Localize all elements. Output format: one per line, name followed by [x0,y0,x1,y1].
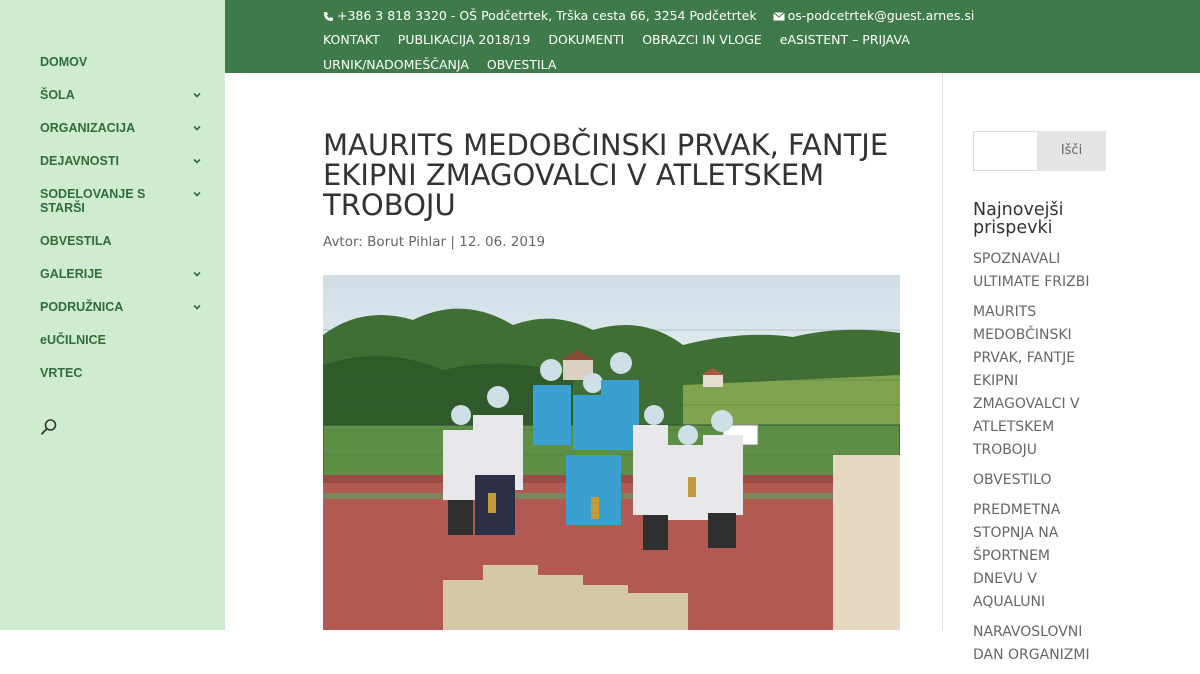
top-header [225,0,1200,73]
nav-item-label: ORGANIZACIJA [40,121,136,135]
nav-item-label: ŠOLA [40,88,75,102]
nav-item-label: DEJAVNOSTI [40,154,119,168]
nav-item-obvestila[interactable] [40,234,210,248]
chevron-down-icon[interactable] [192,302,202,312]
email-link[interactable]: os-podcetrtek@guest.arnes.si [787,8,975,23]
author-link[interactable]: Borut Pihlar [367,234,447,250]
sidebar-search [973,131,1106,171]
recent-posts-list [973,248,1103,674]
post-title: MAURITS MEDOBČINSKI PRVAK, FANTJE EKIPNI ZMAGOVALCI V ATLETSKEM TROBOJU [323,128,889,222]
nav-item-label: OBVESTILA [40,234,112,248]
chevron-down-icon[interactable] [192,189,202,199]
nav-item-dejavnosti[interactable] [40,154,210,168]
topnav-urnik-nadomescanja[interactable]: URNIK/NADOMEŠČANJA [323,57,469,72]
contact-info [323,8,974,23]
nav-item-sola[interactable] [40,88,210,102]
post-content [323,120,900,250]
nav-item-vrtec[interactable] [40,366,210,380]
nav-item-label: GALERIJE [40,267,103,281]
chevron-down-icon[interactable] [192,90,202,100]
author-prefix: Avtor: [323,234,363,250]
nav-item-galerije[interactable] [40,267,210,281]
recent-post-link[interactable]: SPOZNAVALI ULTIMATE FRIZBI [973,251,1090,290]
nav-item-label: SODELOVANJE S STARŠI [40,187,146,215]
main-nav [40,55,210,399]
search-icon[interactable] [40,418,58,436]
topnav-obvestila[interactable]: OBVESTILA [486,57,557,72]
topnav-publikacija[interactable]: PUBLIKACIJA 2018/19 [397,32,531,47]
post-image[interactable] [323,275,900,630]
post-date: 12. 06. 2019 [459,234,546,250]
post-meta [323,234,900,250]
search-button[interactable]: Išči [1037,131,1106,171]
nav-item-label: DOMOV [40,55,88,69]
topnav-dokumenti[interactable]: DOKUMENTI [548,32,625,47]
nav-item-sodelovanje-s-starsi[interactable] [40,187,210,215]
left-sidebar [0,0,225,630]
chevron-down-icon[interactable] [192,269,202,279]
phone-address: +386 3 818 3320 - OŠ Podčetrtek, Trška cesta 66, 3254 Podčetrtek [337,8,757,23]
topnav-obrazci-in-vloge[interactable]: OBRAZCI IN VLOGE [642,32,762,47]
nav-item-domov[interactable] [40,55,210,69]
topnav-easistent-prijava[interactable]: eASISTENT – PRIJAVA [779,32,910,47]
recent-post-link[interactable]: OBVESTILO [973,472,1052,488]
recent-post-link[interactable]: PREDMETNA STOPNJA NA ŠPORTNEM DNEVU V AQUALUNI [973,502,1061,610]
search-input[interactable] [973,131,1037,171]
team-photo [323,275,900,630]
nav-item-label: eUČILNICE [40,333,106,347]
nav-item-organizacija[interactable] [40,121,210,135]
nav-item-eucilnice[interactable] [40,333,210,347]
nav-item-podruznica[interactable] [40,300,210,314]
recent-post-link[interactable]: MAURITS MEDOBČINSKI PRVAK, FANTJE EKIPNI ZMAGOVALCI V ATLETSKEM TROBOJU [973,304,1080,458]
phone-icon [323,11,334,22]
chevron-down-icon[interactable] [192,156,202,166]
recent-post-link[interactable]: NARAVOSLOVNI DAN ORGANIZMI [973,624,1090,663]
topnav-kontakt[interactable]: KONTAKT [323,32,380,47]
recent-posts-title: Najnovejši prispevki [973,200,1064,238]
meta-separator: | [450,234,455,250]
content-divider [942,73,943,630]
nav-item-label: VRTEC [40,366,83,380]
mail-icon [773,12,785,21]
secondary-nav [323,29,1083,79]
chevron-down-icon[interactable] [192,123,202,133]
nav-item-label: PODRUŽNICA [40,300,124,314]
